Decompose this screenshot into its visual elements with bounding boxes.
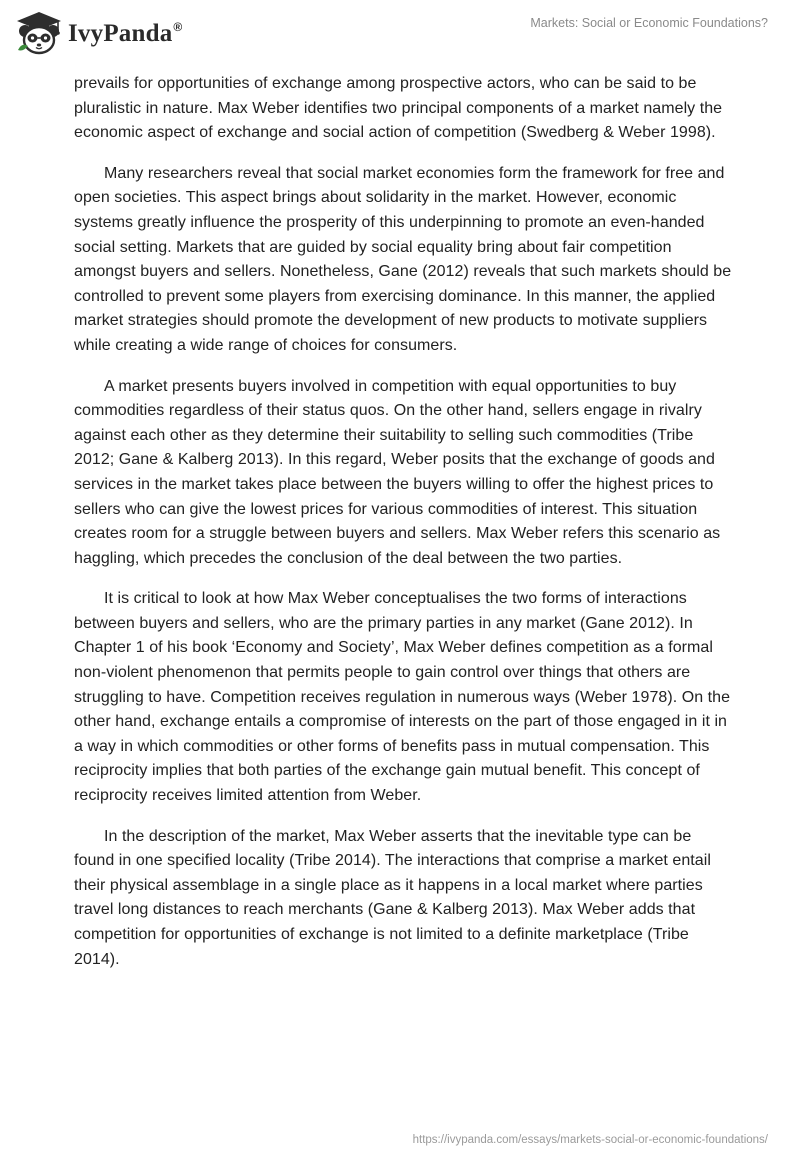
paragraph: A market presents buyers involved in competition with equal opportunities to buy commodities regardless of their status quos. On the other hand, sellers engage in rivalry against each other as they determine their suitability to selling such commodities (Tribe 2012; Gane & Kalberg 2013). In this regard, Weber posits that the exchange of goods and services in the market takes place between the buyers willing to offer the highest prices to sellers who can give the lowest prices for various commodities of interest. This situation creates room for a struggle between buyers and sellers. Max Weber refers this scenario as haggling, which precedes the conclusion of the deal between the two parties.	[74, 377, 721, 567]
registered-mark: ®	[173, 20, 183, 35]
running-title: Markets: Social or Economic Foundations?	[530, 16, 768, 30]
paragraph: In the description of the market, Max Weber asserts that the inevitable type can be found in one specified locality (Tribe 2014). The interactions that comprise a market entail their physical assemblage in a single place as it happens in a local market where parties travel long distances to reach merchants (Gane & Kalberg 2013). Max Weber adds that competition for opportunities of exchange is not limited to a definite marketplace (Tribe 2014).	[74, 827, 711, 968]
paragraph: It is critical to look at how Max Weber conceptualises the two forms of interactions between buyers and sellers, who are the primary parties in any market (Gane 2012). In Chapter 1 of his book ‘Economy and Society’, Max Weber defines competition as a formal non-violent phenomenon that permits people to gain control over things that others are struggling to have. Competition receives regulation in numerous ways (Weber 1978). On the other hand, exchange entails a compromise of interests on the part of those engaged in it in a way in which commodities or other forms of benefits pass in mutual compensation. This reciprocity implies that both parties of the exchange gain mutual benefit. This concept of reciprocity receives limited attention from Weber.	[74, 590, 731, 805]
panda-mascot-icon	[14, 10, 64, 56]
source-url[interactable]: https://ivypanda.com/essays/markets-social-or-economic-foundations/	[412, 1134, 768, 1146]
brand-logo[interactable]	[14, 10, 182, 56]
page-header	[0, 0, 800, 70]
paragraph: Many researchers reveal that social market economies form the framework for free and open societies. This aspect brings about solidarity in the market. However, economic systems greatly influence the prosperity of this underpinning to promote an even-handed social setting. Markets that are guided by social equality bring about fair competition amongst buyers and sellers. Nonetheless, Gane (2012) reveals that such markets should be controlled to prevent some players from exercising dominance. In this manner, the applied market strategies should promote the development of new products to motivate suppliers while creating a wide range of choices for consumers.	[74, 164, 732, 354]
essay-body	[74, 72, 734, 988]
brand-name: IvyPanda®	[68, 19, 183, 47]
paragraph: prevails for opportunities of exchange among prospective actors, who can be said to be pluralistic in nature. Max Weber identifies two principal components of a market namely the economic aspect of exchange and social action of competition (Swedberg & Weber 1998).	[74, 75, 723, 142]
